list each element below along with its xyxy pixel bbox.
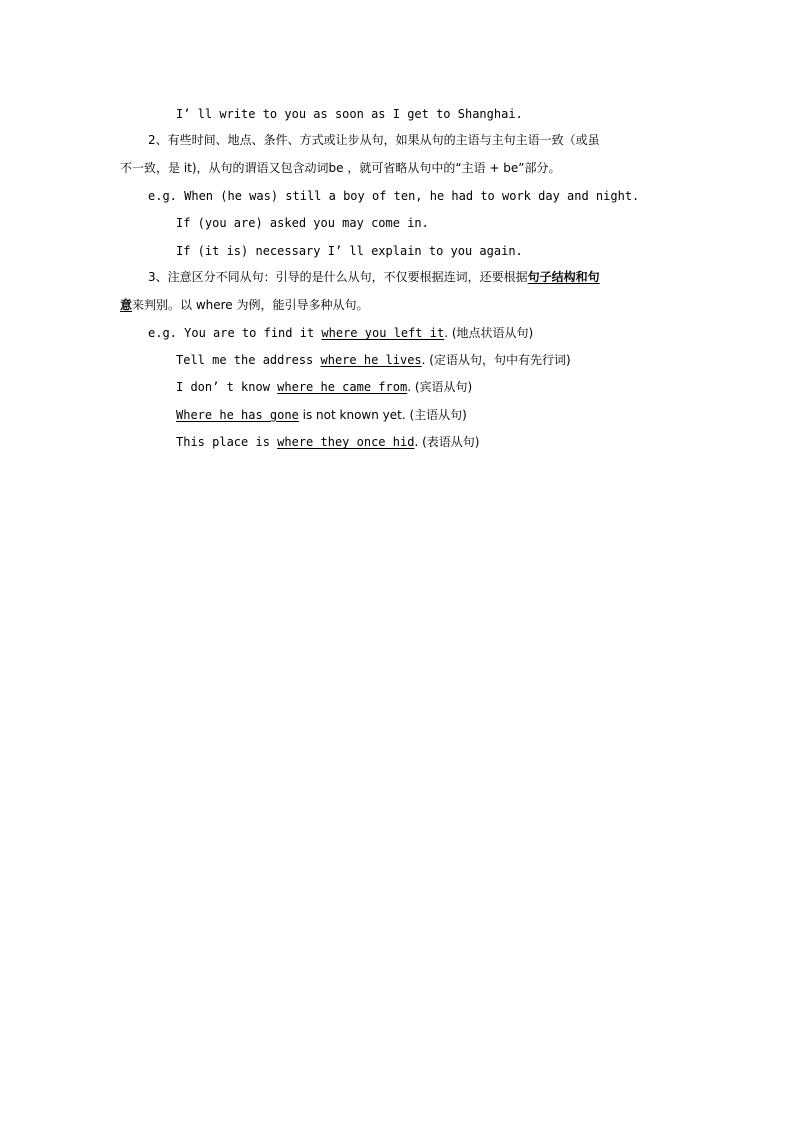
underlined-clause: where you left it xyxy=(321,326,445,340)
example-text: This place is xyxy=(176,435,278,449)
example-sentence: If (you are) asked you may come in. xyxy=(176,216,429,230)
example-text: e.g. You are to find it xyxy=(148,326,322,340)
emphasis-text: 意 xyxy=(120,298,133,312)
example-text: I don’ t know xyxy=(176,380,278,394)
where-example xyxy=(148,325,533,341)
example-sentence: e.g. When (he was) still a boy of ten, he had to work day and night. xyxy=(148,189,640,203)
example-sentence: I’ ll write to you as soon as I get to Shanghai. xyxy=(176,107,523,121)
where-example xyxy=(176,379,472,395)
paragraph-2-line-1: 2、有些时间、地点、条件、方式或让步从句，如果从句的主语与主句主语一致（或虽 xyxy=(148,133,600,147)
paragraph-3-text: 3、注意区分不同从句：引导的是什么从句，不仅要根据连词，还要根据 xyxy=(148,270,528,284)
underlined-clause: where they once hid xyxy=(277,435,415,449)
underlined-clause: where he came from xyxy=(277,380,408,394)
underlined-clause: where he lives xyxy=(320,353,422,367)
clause-type-note: . (表语从句) xyxy=(414,435,480,449)
paragraph-3-text: 来判别。以 where 为例，能引导多种从句。 xyxy=(132,298,369,312)
emphasis-text: 句子结构和句 xyxy=(527,270,600,284)
clause-type-note: . (宾语从句) xyxy=(407,380,473,394)
paragraph-2-line-2: 不一致，是 it)，从句的谓语又包含动词be ，就可省略从句中的“主语 + be”部分。 xyxy=(120,161,561,175)
where-example xyxy=(176,434,479,450)
example-sentence: If (it is) necessary I’ ll explain to you again. xyxy=(176,244,523,258)
where-example xyxy=(176,407,467,423)
underlined-clause: Where he has gone xyxy=(176,408,299,422)
example-text: Tell me the address xyxy=(176,353,321,367)
paragraph-3-line-1 xyxy=(148,269,600,285)
clause-type-note: is not known yet. (主语从句) xyxy=(298,408,467,422)
where-example xyxy=(176,352,571,368)
paragraph-3-line-2 xyxy=(120,297,369,313)
clause-type-note: . (定语从句，句中有先行词) xyxy=(421,353,571,367)
clause-type-note: . (地点状语从句) xyxy=(444,326,534,340)
